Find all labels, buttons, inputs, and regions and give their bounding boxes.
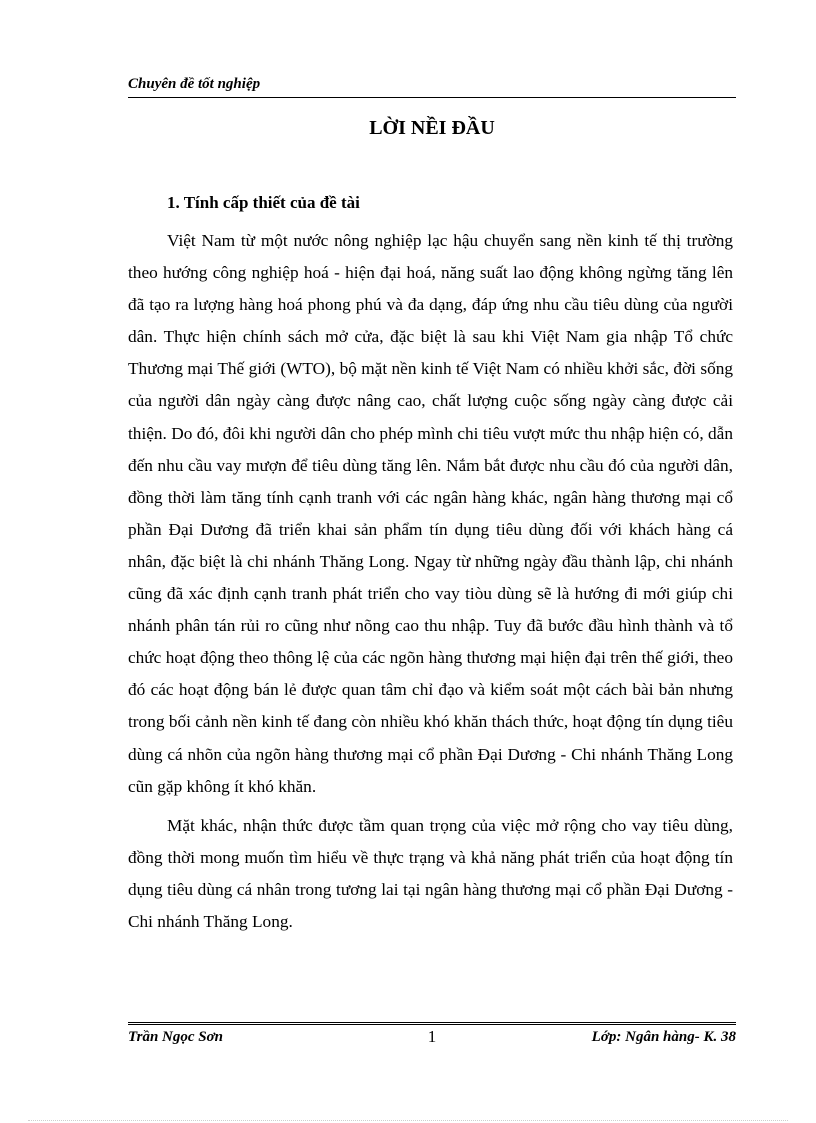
body-text xyxy=(128,225,733,938)
running-header: Chuyên đề tốt nghiệp xyxy=(128,76,261,92)
section-heading: 1. Tính cấp thiết của đề tài xyxy=(167,193,360,212)
paragraph: Việt Nam từ một nước nông nghiệp lạc hậu chuyển sang nền kinh tế thị trường theo hướng công nghiệp hoá - hiện đại hoá, năng suất lao động không ngừng tăng lên đã tạo ra lượng hàng hoá phong phú và đa dạng, đáp ứng nhu cầu tiêu dùng của người dân. Thực hiện chính sách mở cửa, đặc biệt là sau khi Việt Nam gia nhập Tổ chức Thương mại Thế giới (WTO), bộ mặt nền kinh tế Việt Nam có nhiều khởi sắc, đời sống của người dân ngày càng được nâng cao, chất lượng cuộc sống ngày càng được cải thiện. Do đó, đôi khi người dân cho phép mình chi tiêu vượt mức thu nhập hiện có, dẫn đến nhu cầu vay mượn để tiêu dùng tăng lên. Nắm bắt được nhu cầu đó của người dân, đồng thời làm tăng tính cạnh tranh với các ngân hàng khác, ngân hàng thương mại cổ phần Đại Dương đã triển khai sản phẩm tín dụng tiêu dùng đối với khách hàng cá nhân, đặc biệt là chi nhánh Thăng Long. Ngay từ những ngày đầu thành lập, chi nhánh cũng đã xác định cạnh tranh phát triển cho vay tiòu dùng sẽ là hướng đi mới giúp chi nhánh phân tán rủi ro cũng như nõng cao thu nhập. Tuy đã bước đầu hình thành và tổ chức hoạt động theo thông lệ của các ngõn hàng thương mại hiện đại trên thế giới, theo đó các hoạt động bán lẻ được quan tâm chỉ đạo và kiểm soát một cách bài bản nhưng trong bối cảnh nền kinh tế đang còn nhiều khó khăn thách thức, hoạt động tín dụng tiêu dùng cá nhõn của ngõn hàng thương mại cổ phần Đại Dương - Chi nhánh Thăng Long cũn gặp không ít khó khăn. xyxy=(128,231,733,796)
footer-author: Trần Ngọc Sơn xyxy=(128,1029,224,1045)
paragraph: Mặt khác, nhận thức được tầm quan trọng của việc mở rộng cho vay tiêu dùng, đồng thời mong muốn tìm hiểu về thực trạng và khả năng phát triển của hoạt động tín dụng tiêu dùng cá nhân trong tương lai tại ngân hàng thương mại cổ phần Đại Dương - Chi nhánh Thăng Long. xyxy=(128,815,733,931)
page-title: LỜI NỀI ĐẦU xyxy=(369,117,495,139)
header-divider xyxy=(128,97,736,98)
footer-divider xyxy=(128,1022,736,1025)
footer-class: Lớp: Ngân hàng- K. 38 xyxy=(591,1029,736,1045)
page-number: 1 xyxy=(427,1027,437,1046)
page-edge-divider xyxy=(28,1120,788,1121)
